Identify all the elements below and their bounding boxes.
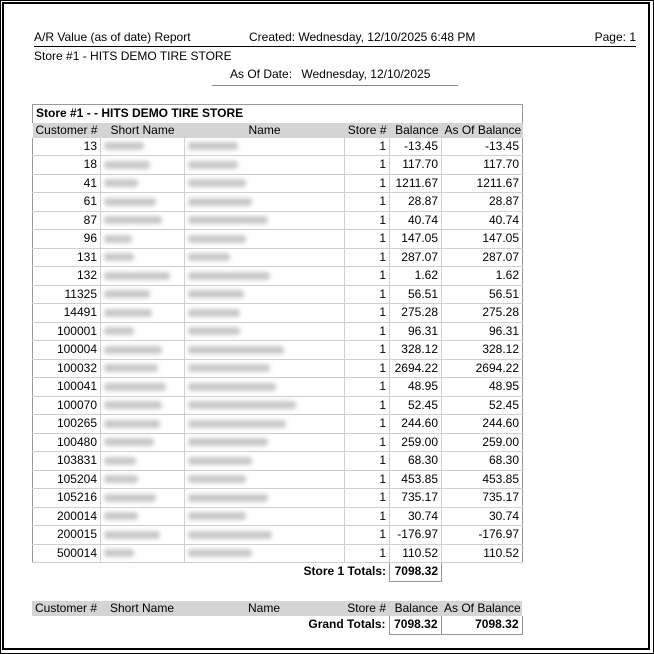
- table-row: [33, 267, 523, 286]
- short-name-redacted: [101, 415, 185, 434]
- table-row: [33, 322, 523, 341]
- as-of-balance: 275.28: [442, 304, 523, 323]
- name-redacted: [185, 396, 345, 415]
- store-number: 1: [345, 359, 390, 378]
- name-redacted: [185, 138, 345, 156]
- balance: 96.31: [390, 322, 442, 341]
- customer-number: 103831: [33, 452, 101, 471]
- table-row: [33, 526, 523, 545]
- store-number: 1: [345, 526, 390, 545]
- store-totals-row: [33, 563, 523, 582]
- name-redacted: [185, 174, 345, 193]
- balance: 56.51: [390, 285, 442, 304]
- short-name-redacted: [101, 211, 185, 230]
- table-row: [33, 378, 523, 397]
- name-redacted: [185, 248, 345, 267]
- col-store: Store #: [345, 123, 390, 138]
- as-of-balance: 96.31: [442, 322, 523, 341]
- as-of-balance: 56.51: [442, 285, 523, 304]
- balance: 110.52: [390, 544, 442, 563]
- balance: 1211.67: [390, 174, 442, 193]
- as-of-balance: 735.17: [442, 489, 523, 508]
- as-of-balance: 1211.67: [442, 174, 523, 193]
- name-redacted: [185, 156, 345, 175]
- customer-number: 105216: [33, 489, 101, 508]
- table-body: [33, 138, 523, 563]
- short-name-redacted: [101, 248, 185, 267]
- short-name-redacted: [101, 470, 185, 489]
- grand-col-as-of-balance: As Of Balance: [441, 601, 522, 616]
- short-name-redacted: [101, 452, 185, 471]
- balance: 1.62: [390, 267, 442, 286]
- table-row: [33, 470, 523, 489]
- store-number: 1: [345, 285, 390, 304]
- short-name-redacted: [101, 322, 185, 341]
- customer-number: 200015: [33, 526, 101, 545]
- store-number: 1: [345, 304, 390, 323]
- customer-number: 11325: [33, 285, 101, 304]
- name-redacted: [185, 378, 345, 397]
- customer-number: 100480: [33, 433, 101, 452]
- table-row: [33, 156, 523, 175]
- customer-number: 87: [33, 211, 101, 230]
- store-line: Store #1 - HITS DEMO TIRE STORE: [34, 49, 232, 63]
- customer-number: 100041: [33, 378, 101, 397]
- grand-totals-row: [32, 616, 522, 634]
- name-redacted: [185, 489, 345, 508]
- name-redacted: [185, 526, 345, 545]
- column-header-row: [33, 123, 523, 138]
- short-name-redacted: [101, 489, 185, 508]
- as-of-balance: 110.52: [442, 544, 523, 563]
- as-of-balance: 453.85: [442, 470, 523, 489]
- name-redacted: [185, 211, 345, 230]
- short-name-redacted: [101, 230, 185, 249]
- name-redacted: [185, 230, 345, 249]
- as-of-label: As Of Date:: [230, 67, 293, 81]
- store-totals-spacer: [442, 563, 523, 582]
- as-of-balance: 30.74: [442, 507, 523, 526]
- store-number: 1: [345, 396, 390, 415]
- store-number: 1: [345, 230, 390, 249]
- short-name-redacted: [101, 378, 185, 397]
- balance: 287.07: [390, 248, 442, 267]
- table-row: [33, 248, 523, 267]
- col-short-name: Short Name: [101, 123, 185, 138]
- name-redacted: [185, 507, 345, 526]
- balance: 28.87: [390, 193, 442, 212]
- store-number: 1: [345, 248, 390, 267]
- store-number: 1: [345, 211, 390, 230]
- customer-number: 18: [33, 156, 101, 175]
- short-name-redacted: [101, 526, 185, 545]
- name-redacted: [185, 304, 345, 323]
- table-row: [33, 489, 523, 508]
- store-number: 1: [345, 156, 390, 175]
- customer-number: 105204: [33, 470, 101, 489]
- as-of-balance: 328.12: [442, 341, 523, 360]
- name-redacted: [185, 359, 345, 378]
- balance: 48.95: [390, 378, 442, 397]
- grand-totals-label: Grand Totals:: [308, 617, 386, 632]
- grand-col-name: Name: [184, 601, 344, 616]
- grand-column-header-row: [32, 601, 522, 616]
- short-name-redacted: [101, 341, 185, 360]
- customer-number: 41: [33, 174, 101, 193]
- table-row: [33, 304, 523, 323]
- short-name-redacted: [101, 544, 185, 563]
- grand-totals-as-of: 7098.32: [441, 616, 522, 634]
- table-row: [33, 285, 523, 304]
- balance: 68.30: [390, 452, 442, 471]
- store-number: 1: [345, 507, 390, 526]
- table-row: [33, 359, 523, 378]
- table-row: [33, 415, 523, 434]
- store-number: 1: [345, 193, 390, 212]
- short-name-redacted: [101, 174, 185, 193]
- balance: 328.12: [390, 341, 442, 360]
- name-redacted: [185, 267, 345, 286]
- name-redacted: [185, 322, 345, 341]
- customer-number: 500014: [33, 544, 101, 563]
- store-number: 1: [345, 544, 390, 563]
- balance: 244.60: [390, 415, 442, 434]
- table-row: [33, 507, 523, 526]
- customer-number: 100001: [33, 322, 101, 341]
- as-of-balance: 48.95: [442, 378, 523, 397]
- short-name-redacted: [101, 156, 185, 175]
- as-of-divider: [212, 85, 458, 86]
- as-of-balance: 2694.22: [442, 359, 523, 378]
- customer-number: 100032: [33, 359, 101, 378]
- grand-table-container: [32, 601, 522, 635]
- page-number: Page: 1: [594, 30, 636, 44]
- balance: 275.28: [390, 304, 442, 323]
- as-of-balance: 259.00: [442, 433, 523, 452]
- customer-number: 13: [33, 138, 101, 156]
- store-number: 1: [345, 341, 390, 360]
- table-row: [33, 452, 523, 471]
- short-name-redacted: [101, 267, 185, 286]
- grand-col-balance: Balance: [389, 601, 441, 616]
- table-row: [33, 138, 523, 156]
- short-name-redacted: [101, 507, 185, 526]
- as-of-balance: -176.97: [442, 526, 523, 545]
- table-row: [33, 193, 523, 212]
- store-number: 1: [345, 267, 390, 286]
- table-row: [33, 396, 523, 415]
- short-name-redacted: [101, 304, 185, 323]
- as-of-balance: 287.07: [442, 248, 523, 267]
- name-redacted: [185, 452, 345, 471]
- table-row: [33, 230, 523, 249]
- table-row: [33, 433, 523, 452]
- customer-number: 200014: [33, 507, 101, 526]
- grand-col-store: Store #: [344, 601, 389, 616]
- store-number: 1: [345, 415, 390, 434]
- report-header: [34, 28, 636, 47]
- grand-table: [32, 601, 523, 635]
- as-of-balance: 68.30: [442, 452, 523, 471]
- as-of-balance: 40.74: [442, 211, 523, 230]
- short-name-redacted: [101, 138, 185, 156]
- report-title: A/R Value (as of date) Report: [34, 30, 191, 44]
- short-name-redacted: [101, 193, 185, 212]
- short-name-redacted: [101, 359, 185, 378]
- customer-number: 61: [33, 193, 101, 212]
- balance: 147.05: [390, 230, 442, 249]
- store-number: 1: [345, 378, 390, 397]
- name-redacted: [185, 470, 345, 489]
- as-of-value: Wednesday, 12/10/2025: [301, 67, 431, 81]
- store-number: 1: [345, 452, 390, 471]
- as-of-balance: 1.62: [442, 267, 523, 286]
- grand-totals-balance: 7098.32: [389, 616, 441, 634]
- name-redacted: [185, 285, 345, 304]
- name-redacted: [185, 415, 345, 434]
- name-redacted: [185, 433, 345, 452]
- customer-number: 100265: [33, 415, 101, 434]
- store-number: 1: [345, 322, 390, 341]
- as-of-balance: 147.05: [442, 230, 523, 249]
- balance: -176.97: [390, 526, 442, 545]
- balance: 52.45: [390, 396, 442, 415]
- as-of-balance: 117.70: [442, 156, 523, 175]
- grand-col-short-name: Short Name: [100, 601, 184, 616]
- customer-number: 131: [33, 248, 101, 267]
- created-timestamp: Created: Wednesday, 12/10/2025 6:48 PM: [249, 30, 476, 44]
- as-of-balance: 52.45: [442, 396, 523, 415]
- short-name-redacted: [101, 396, 185, 415]
- store-title: Store #1 - - HITS DEMO TIRE STORE: [33, 105, 523, 123]
- customer-number: 14491: [33, 304, 101, 323]
- col-name: Name: [185, 123, 345, 138]
- customer-number: 96: [33, 230, 101, 249]
- store-table-container: [32, 104, 522, 582]
- customer-number: 132: [33, 267, 101, 286]
- as-of-balance: -13.45: [442, 138, 523, 156]
- store-number: 1: [345, 138, 390, 156]
- name-redacted: [185, 544, 345, 563]
- as-of-date: [230, 67, 430, 81]
- balance: -13.45: [390, 138, 442, 156]
- table-row: [33, 211, 523, 230]
- table-row: [33, 341, 523, 360]
- customer-number: 100070: [33, 396, 101, 415]
- col-as-of-balance: As Of Balance: [442, 123, 523, 138]
- balance: 735.17: [390, 489, 442, 508]
- as-of-balance: 28.87: [442, 193, 523, 212]
- short-name-redacted: [101, 285, 185, 304]
- store-table: [32, 104, 523, 582]
- balance: 453.85: [390, 470, 442, 489]
- store-title-row: [33, 105, 523, 123]
- balance: 40.74: [390, 211, 442, 230]
- customer-number: 100004: [33, 341, 101, 360]
- store-number: 1: [345, 489, 390, 508]
- balance: 30.74: [390, 507, 442, 526]
- store-totals-label: Store 1 Totals:: [303, 564, 386, 579]
- name-redacted: [185, 341, 345, 360]
- col-customer: Customer #: [33, 123, 101, 138]
- store-number: 1: [345, 174, 390, 193]
- short-name-redacted: [101, 433, 185, 452]
- col-balance: Balance: [390, 123, 442, 138]
- store-number: 1: [345, 470, 390, 489]
- store-number: 1: [345, 433, 390, 452]
- balance: 117.70: [390, 156, 442, 175]
- store-totals-value: 7098.32: [390, 563, 442, 582]
- balance: 2694.22: [390, 359, 442, 378]
- table-row: [33, 544, 523, 563]
- table-row: [33, 174, 523, 193]
- balance: 259.00: [390, 433, 442, 452]
- name-redacted: [185, 193, 345, 212]
- as-of-balance: 244.60: [442, 415, 523, 434]
- grand-col-customer: Customer #: [32, 601, 100, 616]
